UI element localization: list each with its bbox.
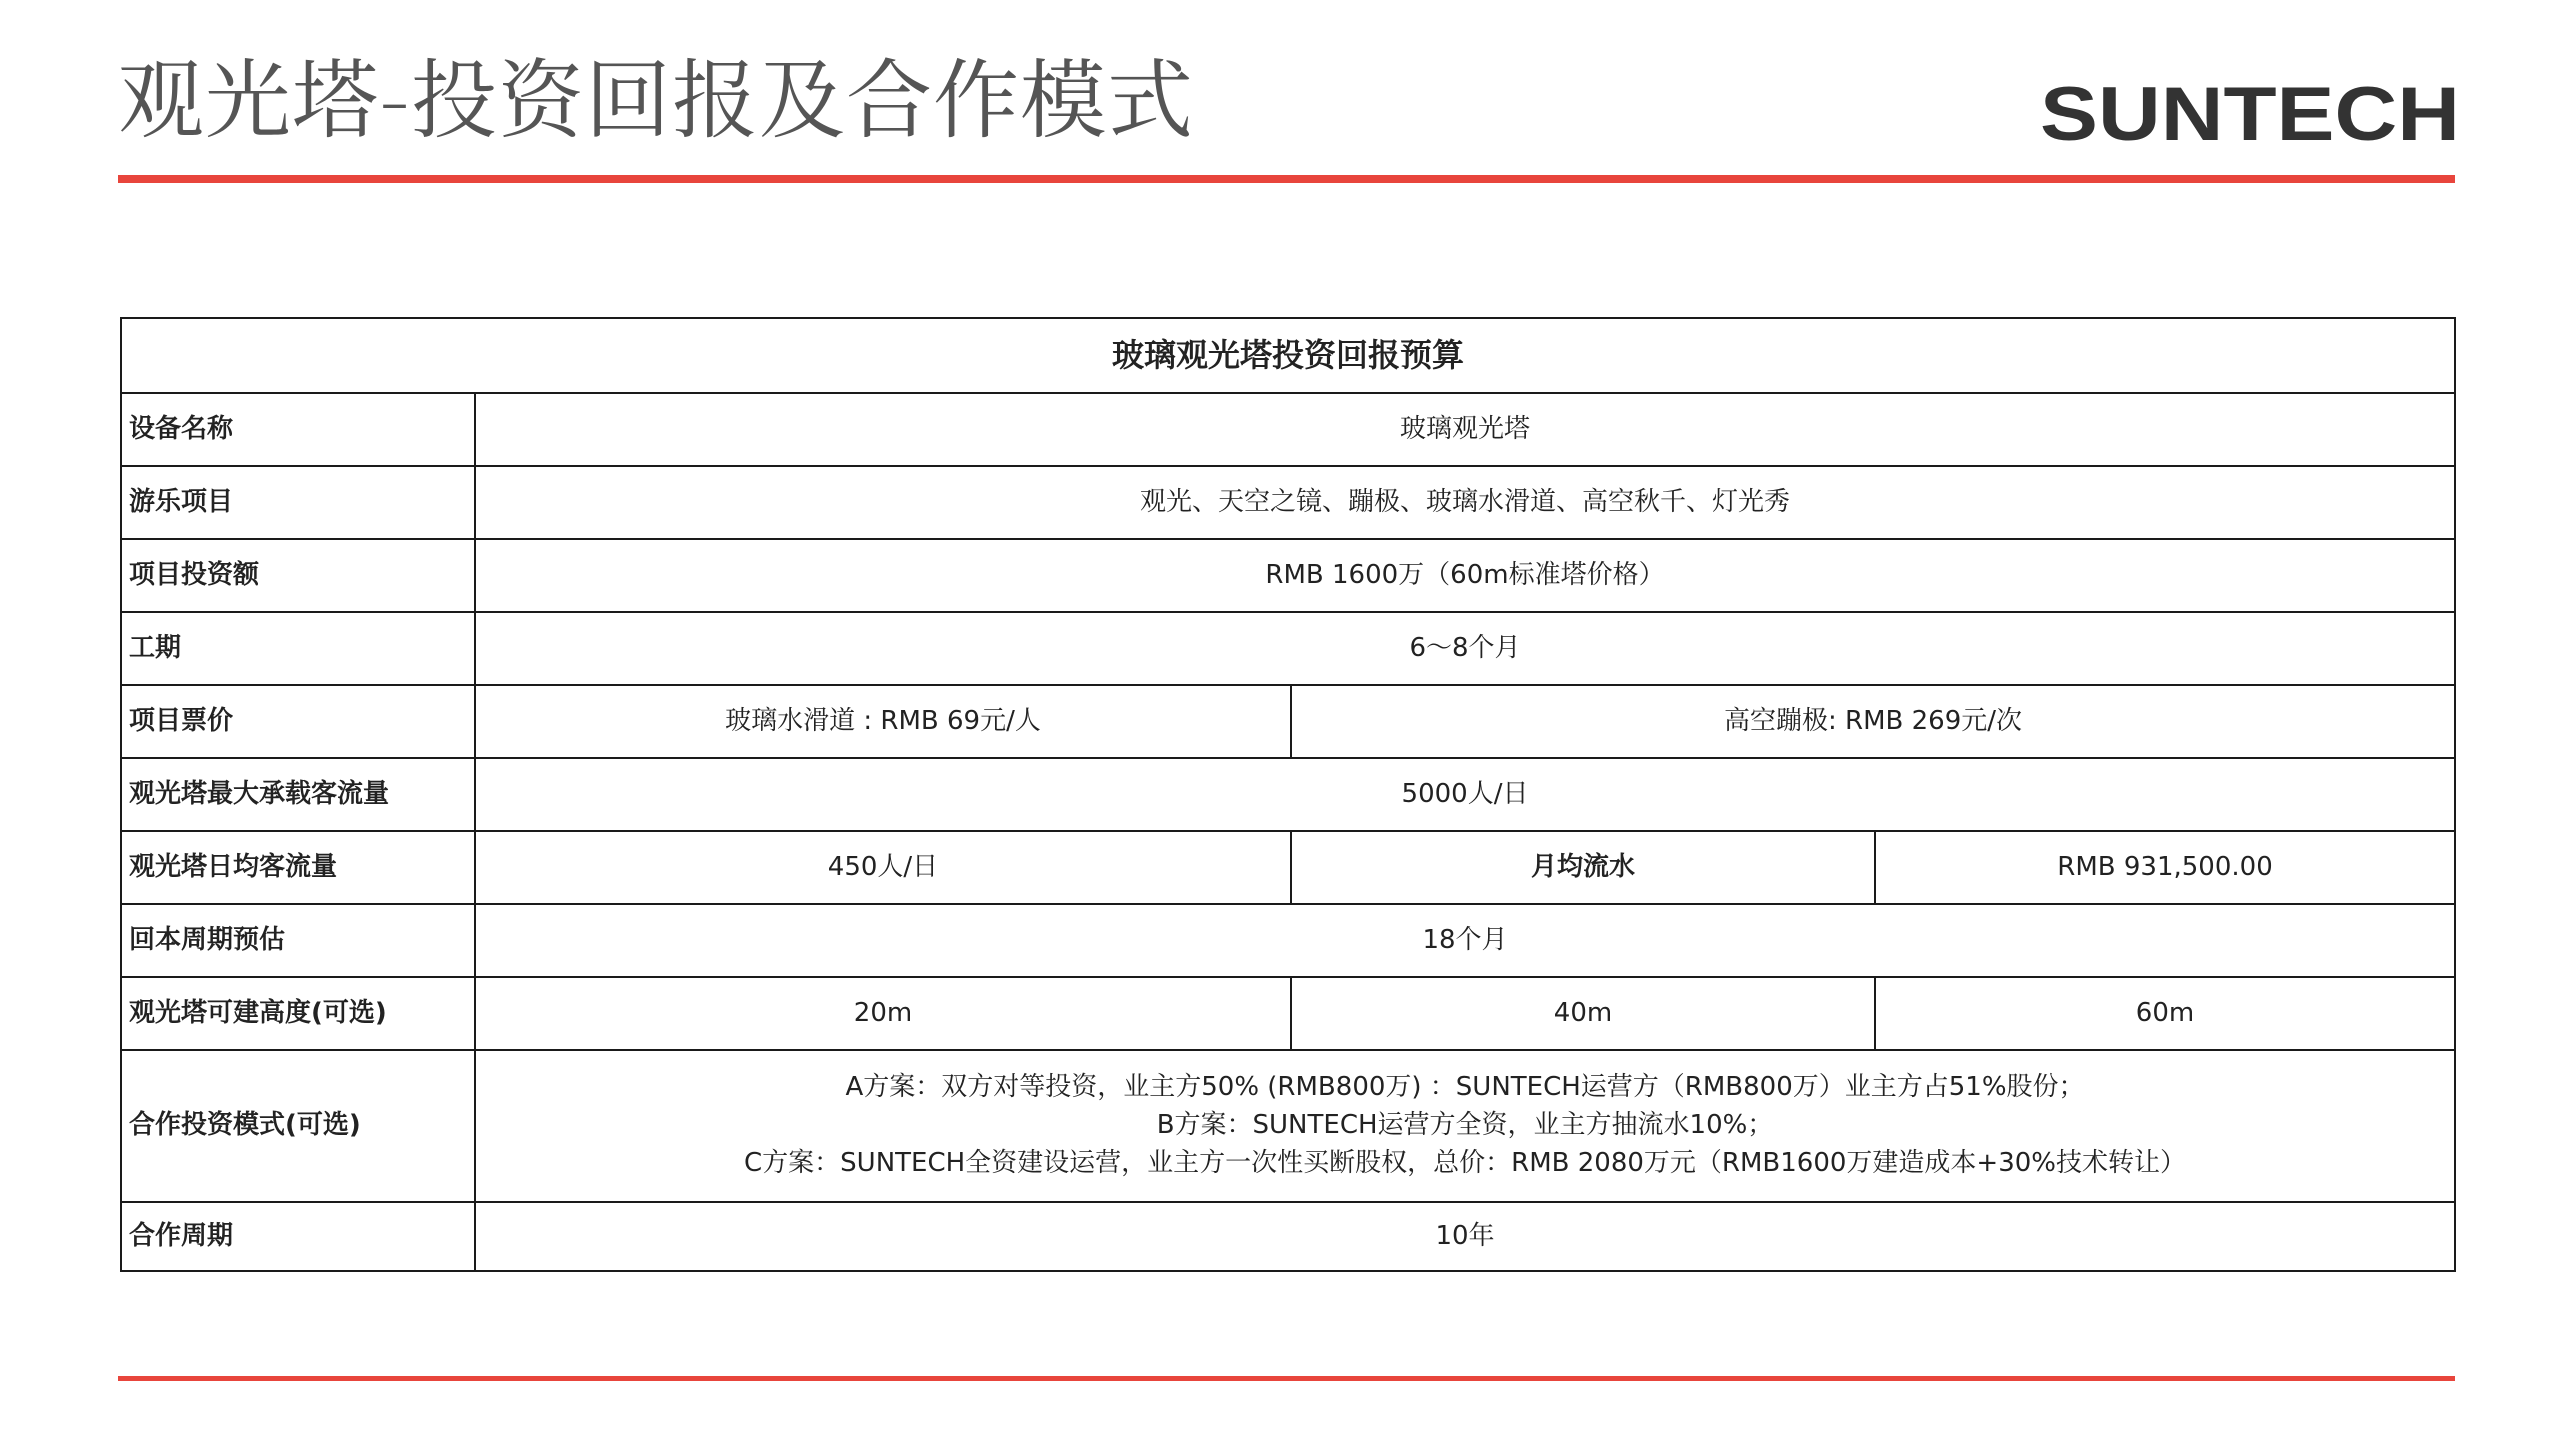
row-label-capacity: 观光塔最大承载客流量 [121, 758, 475, 831]
table-title-row [121, 318, 2455, 393]
ticket-slide-price: 玻璃水滑道 : RMB 69元/人 [475, 685, 1291, 758]
table-row [121, 758, 2455, 831]
height-option-20m: 20m [475, 977, 1291, 1050]
monthly-revenue-value: RMB 931,500.00 [1875, 831, 2455, 904]
page-title: 观光塔-投资回报及合作模式 [118, 51, 1195, 151]
row-value-investment: RMB 1600万（60m标准塔价格） [475, 539, 2455, 612]
row-label-equipment: 设备名称 [121, 393, 475, 466]
suntech-logo [2040, 78, 2464, 150]
row-value-attractions: 观光、天空之镜、蹦极、玻璃水滑道、高空秋千、灯光秀 [475, 466, 2455, 539]
plan-a-text: A方案：双方对等投资，业主方50% (RMB800万) ：SUNTECH运营方（RMB800万）业主方占51%股份； [845, 1072, 2085, 1103]
table-row [121, 1050, 2455, 1202]
table-row [121, 831, 2455, 904]
row-label-model: 合作投资模式(可选) [121, 1050, 475, 1202]
table-row [121, 466, 2455, 539]
row-label-height: 观光塔可建高度(可选) [121, 977, 475, 1050]
row-label-daily-flow: 观光塔日均客流量 [121, 831, 475, 904]
table-row [121, 685, 2455, 758]
table-row [121, 393, 2455, 466]
table-row [121, 539, 2455, 612]
monthly-revenue-label: 月均流水 [1291, 831, 1875, 904]
row-label-cooperation-period: 合作周期 [121, 1202, 475, 1271]
height-option-40m: 40m [1291, 977, 1875, 1050]
row-value-equipment: 玻璃观光塔 [475, 393, 2455, 466]
investment-budget-table [120, 317, 2456, 1272]
cooperation-plans [475, 1050, 2455, 1202]
plan-b-text: B方案：SUNTECH运营方全资，业主方抽流水10%； [1156, 1110, 1774, 1141]
table-row [121, 1202, 2455, 1271]
row-value-daily-flow: 450人/日 [475, 831, 1291, 904]
height-option-60m: 60m [1875, 977, 2455, 1050]
row-label-duration: 工期 [121, 612, 475, 685]
row-value-capacity: 5000人/日 [475, 758, 2455, 831]
row-value-cooperation-period: 10年 [475, 1202, 2455, 1271]
row-label-ticket: 项目票价 [121, 685, 475, 758]
table-row [121, 612, 2455, 685]
row-label-payback: 回本周期预估 [121, 904, 475, 977]
plan-c-text: C方案：SUNTECH全资建设运营，业主方一次性买断股权，总价：RMB 2080万元（RMB1600万建造成本+30%技术转让） [744, 1147, 2186, 1178]
table-title: 玻璃观光塔投资回报预算 [121, 318, 2455, 393]
footer-divider [118, 1376, 2455, 1381]
row-value-payback: 18个月 [475, 904, 2455, 977]
row-label-investment: 项目投资额 [121, 539, 475, 612]
table-row [121, 977, 2455, 1050]
header-divider [118, 175, 2455, 183]
row-value-duration: 6～8个月 [475, 612, 2455, 685]
ticket-bungee-price: 高空蹦极: RMB 269元/次 [1291, 685, 2455, 758]
table-row [121, 904, 2455, 977]
row-label-attractions: 游乐项目 [121, 466, 475, 539]
logo-text: SUNTECH [2040, 78, 2460, 150]
